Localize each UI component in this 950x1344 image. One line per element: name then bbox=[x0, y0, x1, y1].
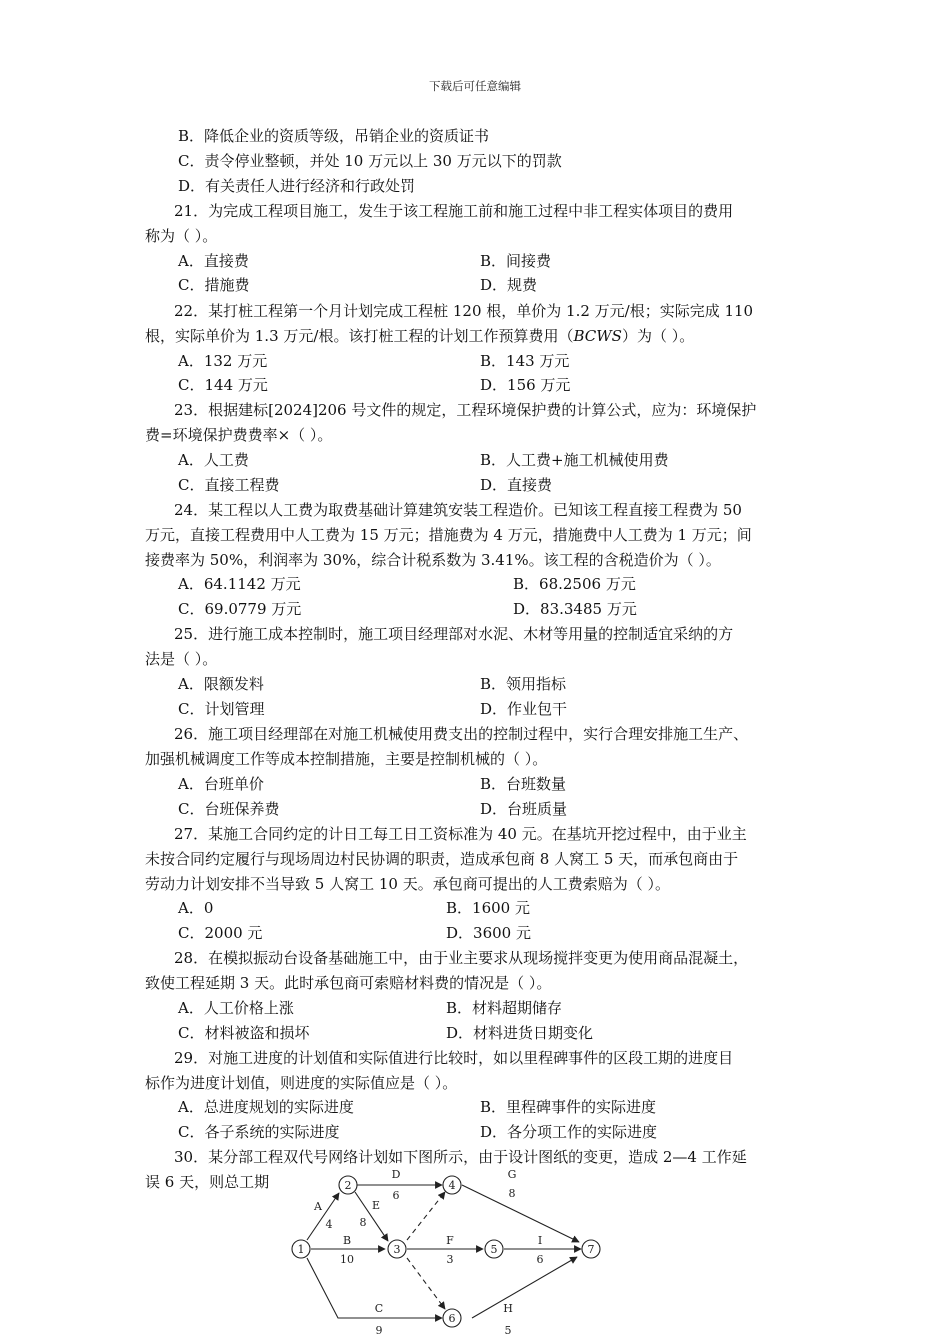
question-21-stem: 21．为完成工程项目施工，发生于该工程施工前和施工过程中非工程实体项目的费用 bbox=[174, 202, 734, 220]
q21-option-b: B．间接费 bbox=[480, 252, 552, 270]
label-g: G bbox=[507, 1168, 517, 1181]
question-24-stem: 24．某工程以人工费为取费基础计算建筑安装工程造价。已知该工程直接工程费为 50 bbox=[174, 501, 742, 519]
q26-option-d: D．台班质量 bbox=[480, 800, 568, 818]
q25-option-d: D．作业包干 bbox=[480, 700, 568, 718]
question-27-stem: 27．某施工合同约定的计日工每工日工资标准为 40 元。在基坑开挖过程中，由于业主 bbox=[174, 825, 747, 843]
node-6-label: 6 bbox=[448, 1312, 456, 1325]
question-24-stem-cont2: 接费率为 50%，利润率为 30%，综合计税系数为 3.41%。该工程的含税造价为（ ）。 bbox=[145, 551, 721, 569]
label-h: H bbox=[503, 1302, 513, 1315]
q24-option-b: B．68.2506 万元 bbox=[513, 575, 636, 593]
node-1-label: 1 bbox=[297, 1243, 305, 1256]
arrow-h bbox=[472, 1257, 577, 1318]
q27-option-d: D．3600 元 bbox=[446, 924, 531, 942]
question-28-stem: 28．在模拟振动台设备基础施工中，由于业主要求从现场搅拌变更为使用商品混凝土， bbox=[174, 949, 749, 967]
question-25-stem-cont: 法是（ ）。 bbox=[145, 650, 218, 668]
q29-option-b: B．里程碑事件的实际进度 bbox=[480, 1098, 657, 1116]
node-3-label: 3 bbox=[393, 1243, 401, 1256]
q28-option-c: C．材料被盗和损坏 bbox=[178, 1024, 310, 1042]
q22-text-pre: 根，实际单价为 1.3 万元/根。该打桩工程的计划工作预算费用（ bbox=[145, 327, 574, 345]
q29-option-a: A．总进度规划的实际进度 bbox=[178, 1098, 354, 1116]
q27-option-c: C．2000 元 bbox=[178, 924, 263, 942]
q23-option-d: D．直接费 bbox=[480, 476, 553, 494]
label-e: E bbox=[371, 1199, 381, 1212]
q21-option-c: C．措施费 bbox=[178, 276, 250, 294]
q27-option-a: A．0 bbox=[178, 899, 214, 917]
node-5 bbox=[485, 1240, 503, 1258]
duration-i: 6 bbox=[536, 1253, 544, 1266]
node-5-label: 5 bbox=[490, 1243, 498, 1256]
question-29-stem: 29．对施工进度的计划值和实际值进行比较时，如以里程碑事件的区段工期的进度目 bbox=[174, 1049, 734, 1067]
q29-option-d: D．各分项工作的实际进度 bbox=[480, 1123, 658, 1141]
q25-option-c: C．计划管理 bbox=[178, 700, 265, 718]
q26-option-c: C．台班保养费 bbox=[178, 800, 280, 818]
question-29-stem-cont: 标作为进度计划值，则进度的实际值应是（ ）。 bbox=[145, 1074, 458, 1092]
label-b: B bbox=[342, 1234, 352, 1247]
duration-g: 8 bbox=[508, 1187, 516, 1200]
page-header: 下载后可任意编辑 bbox=[429, 79, 521, 93]
label-f: F bbox=[446, 1234, 454, 1247]
label-a: A bbox=[314, 1200, 322, 1213]
node-7 bbox=[582, 1240, 600, 1258]
q22-bcws-var: BCWS bbox=[573, 327, 622, 345]
q22-text-post: ）为（ ）。 bbox=[621, 327, 695, 345]
duration-b: 10 bbox=[340, 1253, 354, 1266]
label-c: C bbox=[374, 1302, 384, 1315]
q23-option-c: C．直接工程费 bbox=[178, 476, 280, 494]
prev-option-c: C．责令停业整顿，并处 10 万元以上 30 万元以下的罚款 bbox=[178, 152, 562, 170]
q23-option-b: B．人工费+施工机械使用费 bbox=[480, 451, 669, 469]
question-27-stem-cont1: 未按合同约定履行与现场周边村民协调的职责，造成承包商 8 人窝工 5 天，而承包商由于 bbox=[145, 850, 739, 868]
q26-option-a: A．台班单价 bbox=[178, 775, 264, 793]
node-1 bbox=[292, 1240, 310, 1258]
q28-option-a: A．人工价格上涨 bbox=[178, 999, 294, 1017]
question-27-stem-cont2: 劳动力计划安排不当导致 5 人窝工 10 天。承包商可提出的人工费索赔为（ ）。 bbox=[145, 875, 670, 893]
question-23-stem: 23．根据建标[2024]206 号文件的规定，工程环境保护费的计算公式，应为：环境保护 bbox=[174, 401, 757, 419]
q23-option-a: A．人工费 bbox=[178, 451, 249, 469]
dummy-3-6 bbox=[407, 1258, 445, 1309]
label-d: D bbox=[391, 1168, 401, 1181]
q22-option-b: B．143 万元 bbox=[480, 352, 570, 370]
duration-d: 6 bbox=[392, 1189, 400, 1202]
q29-option-c: C．各子系统的实际进度 bbox=[178, 1123, 340, 1141]
q25-option-b: B．领用指标 bbox=[480, 675, 567, 693]
node-4-label: 4 bbox=[448, 1179, 456, 1192]
q28-option-d: D．材料进货日期变化 bbox=[446, 1024, 594, 1042]
prev-option-d: D．有关责任人进行经济和行政处罚 bbox=[178, 177, 416, 195]
q24-option-a: A．64.1142 万元 bbox=[178, 575, 301, 593]
node-2 bbox=[339, 1176, 357, 1194]
q22-option-a: A．132 万元 bbox=[178, 352, 268, 370]
question-22-stem-cont bbox=[145, 326, 694, 346]
question-30-stem-cont: 误 6 天，则总工期 bbox=[145, 1173, 270, 1191]
q24-option-d: D．83.3485 万元 bbox=[513, 600, 637, 618]
question-21-stem-cont: 称为（ ）。 bbox=[145, 227, 218, 245]
duration-h: 5 bbox=[504, 1324, 512, 1337]
question-24-stem-cont1: 万元，直接工程费用中人工费为 15 万元；措施费为 4 万元，措施费中人工费为 1 万元；间 bbox=[145, 526, 752, 544]
node-6 bbox=[443, 1309, 461, 1327]
q28-option-b: B．材料超期储存 bbox=[446, 999, 563, 1017]
node-7-label: 7 bbox=[587, 1243, 595, 1256]
label-i: I bbox=[537, 1234, 543, 1247]
question-28-stem-cont: 致使工程延期 3 天。此时承包商可索赔材料费的情况是（ ）。 bbox=[145, 974, 552, 992]
network-diagram bbox=[282, 1168, 612, 1340]
question-30-stem: 30．某分部工程双代号网络计划如下图所示，由于设计图纸的变更，造成 2—4 工作延 bbox=[174, 1148, 747, 1166]
question-25-stem: 25．进行施工成本控制时，施工项目经理部对水泥、木材等用量的控制适宜采纳的方 bbox=[174, 625, 734, 643]
q21-option-d: D．规费 bbox=[480, 276, 538, 294]
question-26-stem: 26．施工项目经理部在对施工机械使用费支出的控制过程中，实行合理安排施工生产、 bbox=[174, 725, 749, 743]
q22-option-c: C．144 万元 bbox=[178, 376, 268, 394]
node-4 bbox=[443, 1176, 461, 1194]
question-22-stem: 22．某打桩工程第一个月计划完成工程桩 120 根，单价为 1.2 万元/根；实际完成 110 bbox=[174, 302, 754, 320]
question-23-stem-cont: 费=环境保护费费率×（ ）。 bbox=[145, 426, 333, 444]
duration-a: 4 bbox=[325, 1218, 333, 1231]
node-2-label: 2 bbox=[344, 1179, 352, 1192]
arrow-a bbox=[307, 1193, 339, 1240]
q22-option-d: D．156 万元 bbox=[480, 376, 571, 394]
q27-option-b: B．1600 元 bbox=[446, 899, 530, 917]
q24-option-c: C．69.0779 万元 bbox=[178, 600, 302, 618]
q25-option-a: A．限额发料 bbox=[178, 675, 264, 693]
node-3 bbox=[388, 1240, 406, 1258]
duration-f: 3 bbox=[446, 1253, 454, 1266]
question-26-stem-cont: 加强机械调度工作等成本控制措施，主要是控制机械的（ ）。 bbox=[145, 750, 548, 768]
duration-e: 8 bbox=[359, 1216, 367, 1229]
prev-option-b: B．降低企业的资质等级，吊销企业的资质证书 bbox=[178, 127, 490, 145]
duration-c: 9 bbox=[375, 1324, 383, 1337]
q26-option-b: B．台班数量 bbox=[480, 775, 567, 793]
arrow-g bbox=[462, 1185, 579, 1242]
dummy-3-4 bbox=[407, 1192, 445, 1240]
q21-option-a: A．直接费 bbox=[178, 252, 249, 270]
